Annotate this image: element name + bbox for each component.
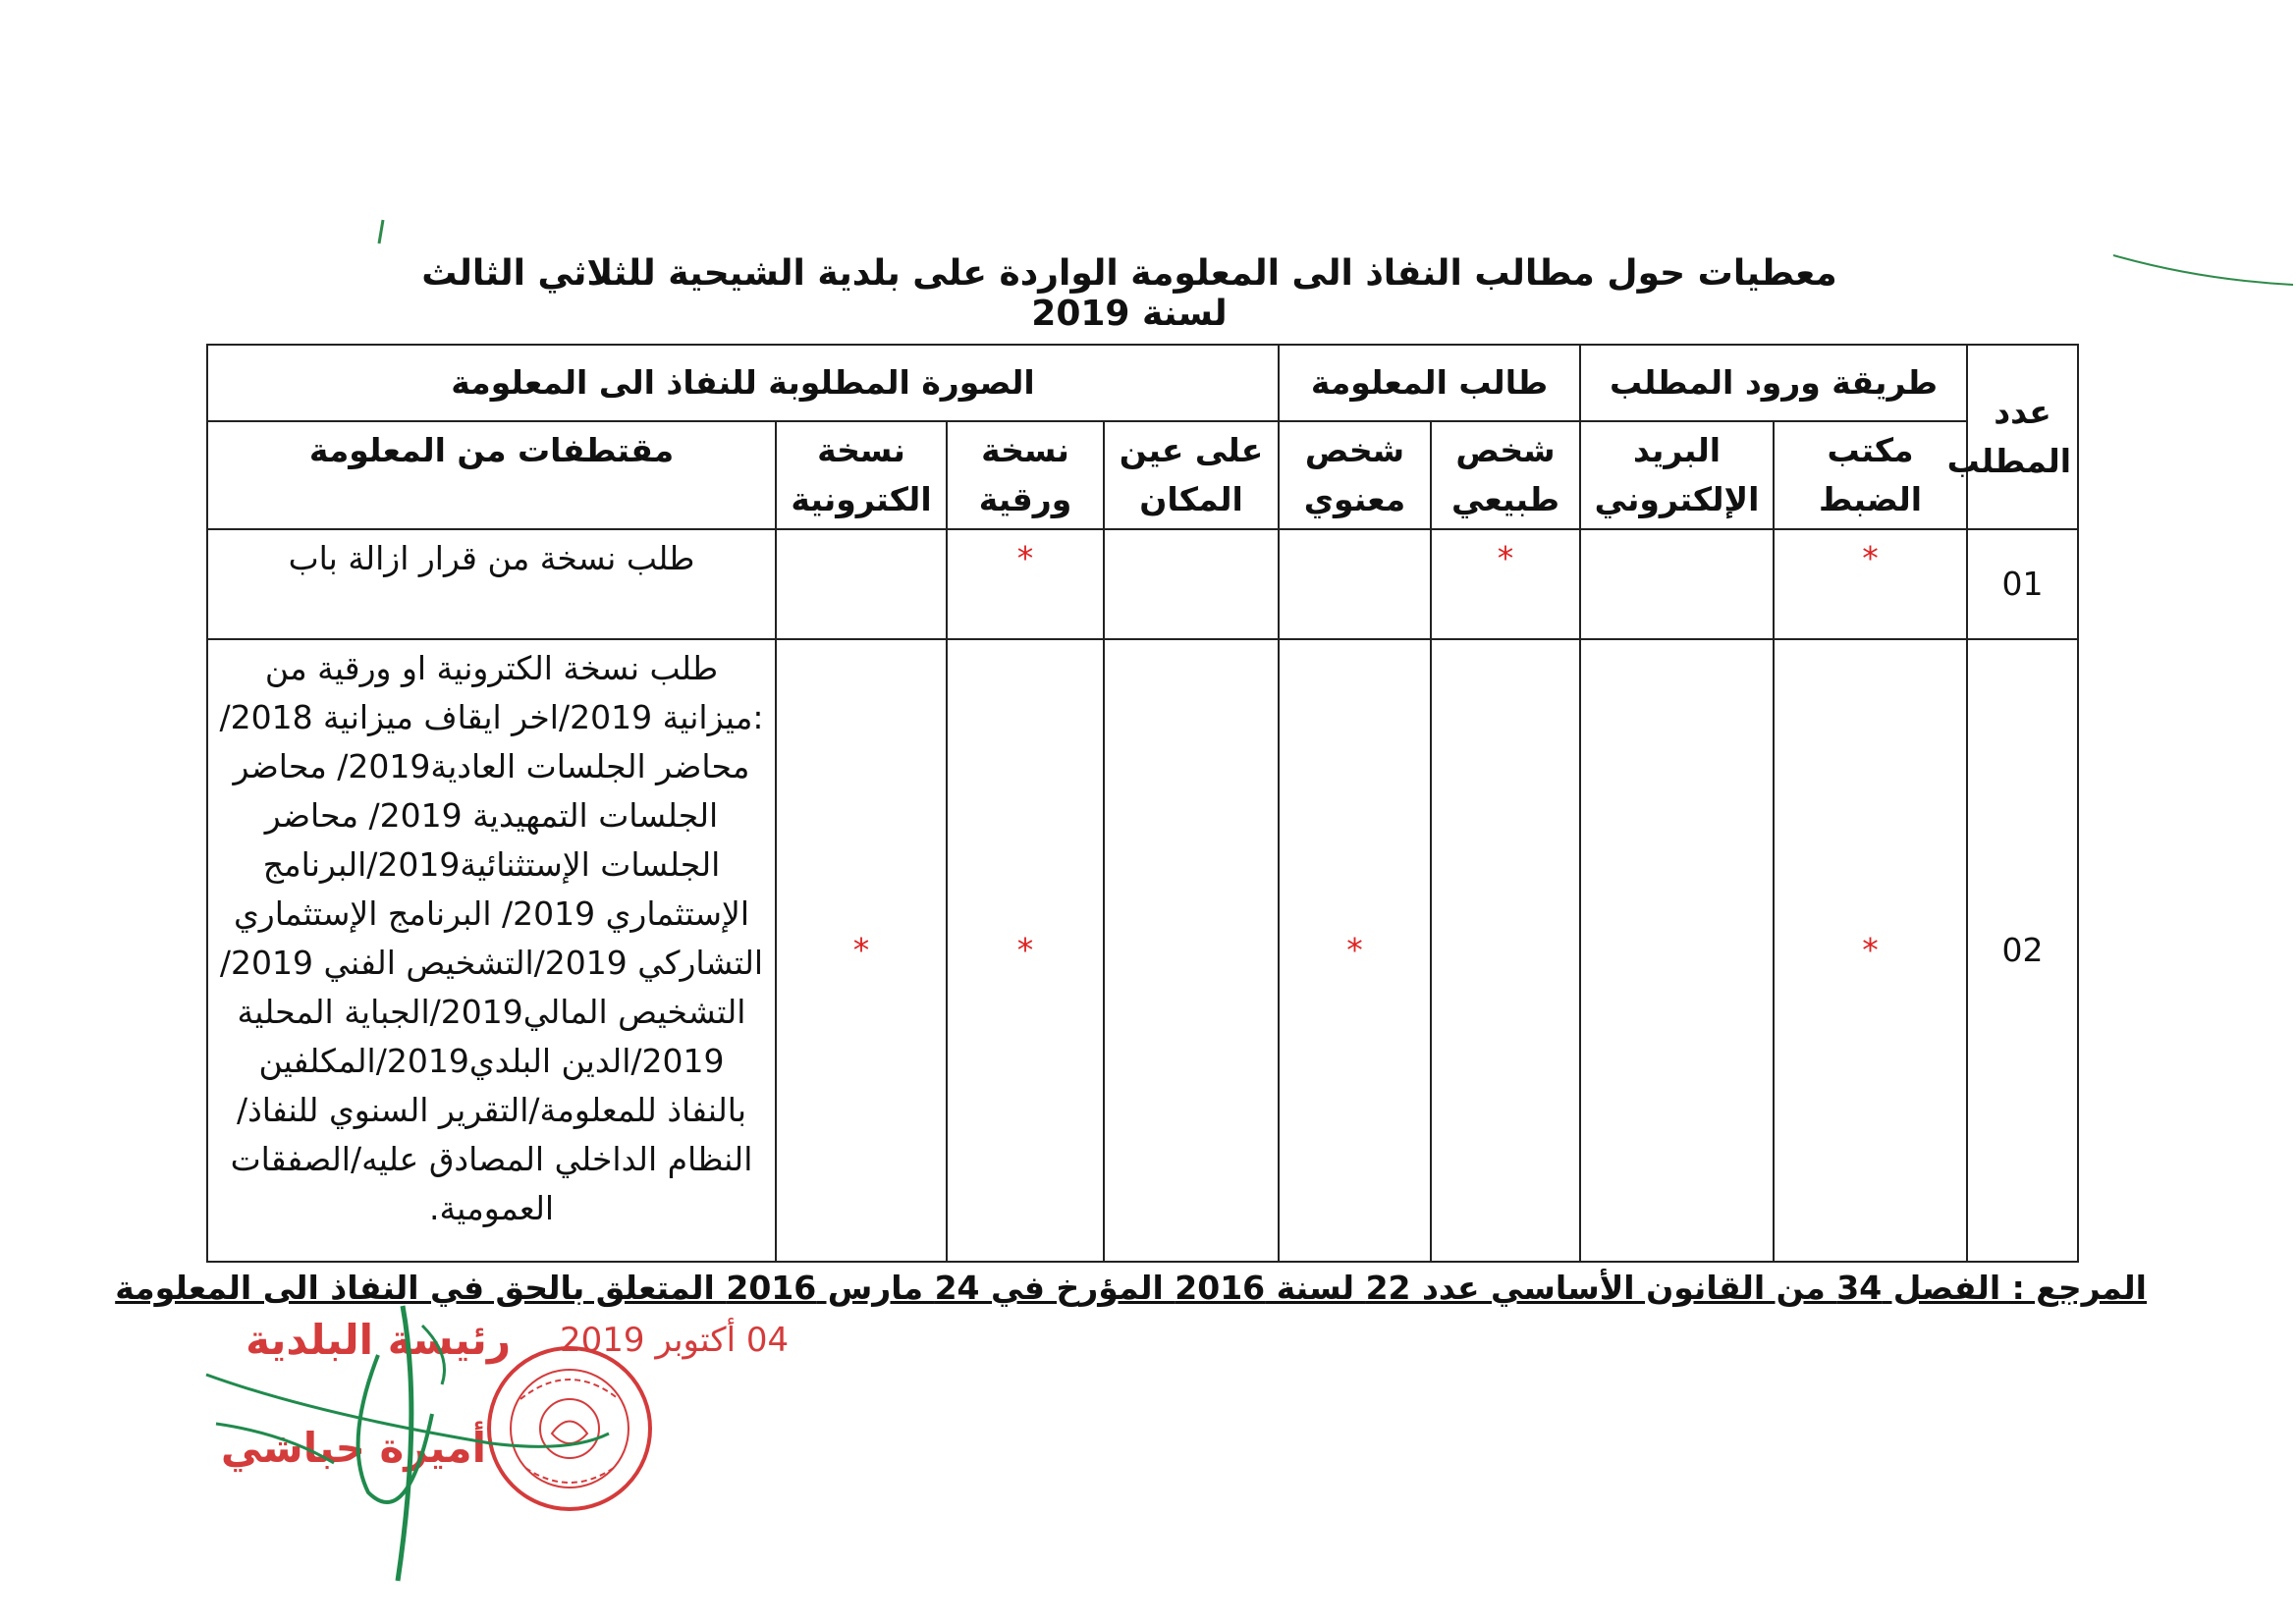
excerpts-text: طلب نسخة الكترونية او ورقية من :ميزانية 2019/اخر ايقاف ميزانية 2018/محاضر الجلسات العادية2019/ محاضر الجلسات التمهيدية 2019/ محاضر الجلسات الإستثنائية2019/البرنامج الإستثماري 2019/ البرنامج الإستثماري التشاركي 2019/التشخيص الفني 2019/التشخيص المالي2019/الجباية المحلية 2019/الدين البلدي2019/المكلفين بالنفاذ للمعلومة/التقرير السنوي للنفاذ/النظام الداخلي المصادق عليه/الصفقات العمومية. bbox=[207, 639, 776, 1262]
header-submission-method: طريقة ورود المطلب bbox=[1580, 345, 1967, 421]
excerpts-text: طلب نسخة من قرار ازالة باب bbox=[207, 529, 776, 639]
subheader-registry-office: مكتب الضبط bbox=[1774, 421, 1967, 529]
natural-person-mark bbox=[1431, 639, 1580, 1262]
registry-office-mark: * bbox=[1774, 529, 1967, 639]
subheader-electronic-copy: نسخة الكترونية bbox=[776, 421, 947, 529]
handwritten-signature-icon bbox=[196, 1296, 687, 1591]
request-number: 01 bbox=[1967, 529, 2078, 639]
table-row bbox=[207, 639, 2078, 1262]
requests-table bbox=[206, 344, 2077, 1255]
subheader-paper-copy: نسخة ورقية bbox=[947, 421, 1104, 529]
on-site-mark bbox=[1104, 639, 1279, 1262]
paper-copy-mark: * bbox=[947, 529, 1104, 639]
header-required-form: الصورة المطلوبة للنفاذ الى المعلومة bbox=[207, 345, 1279, 421]
scan-line-top-right bbox=[2111, 245, 2296, 295]
document-title: معطيات حول مطالب النفاذ الى المعلومة الواردة على بلدية الشيحية للثلاثي الثالث لسنة 2019 bbox=[421, 253, 1837, 334]
table-row bbox=[207, 529, 2078, 639]
registry-office-mark: * bbox=[1774, 639, 1967, 1262]
legal-person-mark: * bbox=[1279, 639, 1431, 1262]
natural-person-mark: * bbox=[1431, 529, 1580, 639]
header-request-number: عدد المطلب bbox=[1967, 345, 2078, 529]
mayor-name-stamp: أميرة حباشي bbox=[220, 1424, 486, 1472]
subheader-excerpts: مقتطفات من المعلومة bbox=[207, 421, 776, 529]
on-site-mark bbox=[1104, 529, 1279, 639]
scan-mark-top-left bbox=[373, 218, 393, 247]
electronic-copy-mark bbox=[776, 529, 947, 639]
subheader-on-site: على عين المكان bbox=[1104, 421, 1279, 529]
legal-person-mark bbox=[1279, 529, 1431, 639]
subheader-natural-person: شخص طبيعي bbox=[1431, 421, 1580, 529]
subheader-email: البريد الإلكتروني bbox=[1580, 421, 1774, 529]
legal-reference: المرجع : الفصل 34 من القانون الأساسي عدد 22 لسنة 2016 المؤرخ في 24 مارس 2016 المتعلق بالحق في النفاذ الى المعلومة bbox=[115, 1269, 2147, 1307]
subheader-legal-person: شخص معنوي bbox=[1279, 421, 1431, 529]
request-number: 02 bbox=[1967, 639, 2078, 1262]
email-mark bbox=[1580, 529, 1774, 639]
header-row-groups bbox=[207, 345, 2078, 421]
header-requester: طالب المعلومة bbox=[1279, 345, 1580, 421]
electronic-copy-mark: * bbox=[776, 639, 947, 1262]
paper-copy-mark: * bbox=[947, 639, 1104, 1262]
header-row-sub bbox=[207, 421, 2078, 529]
mayor-title-stamp: رئيسة البلدية bbox=[246, 1316, 511, 1364]
email-mark bbox=[1580, 639, 1774, 1262]
date-stamp: 04 أكتوبر 2019 bbox=[560, 1321, 790, 1360]
